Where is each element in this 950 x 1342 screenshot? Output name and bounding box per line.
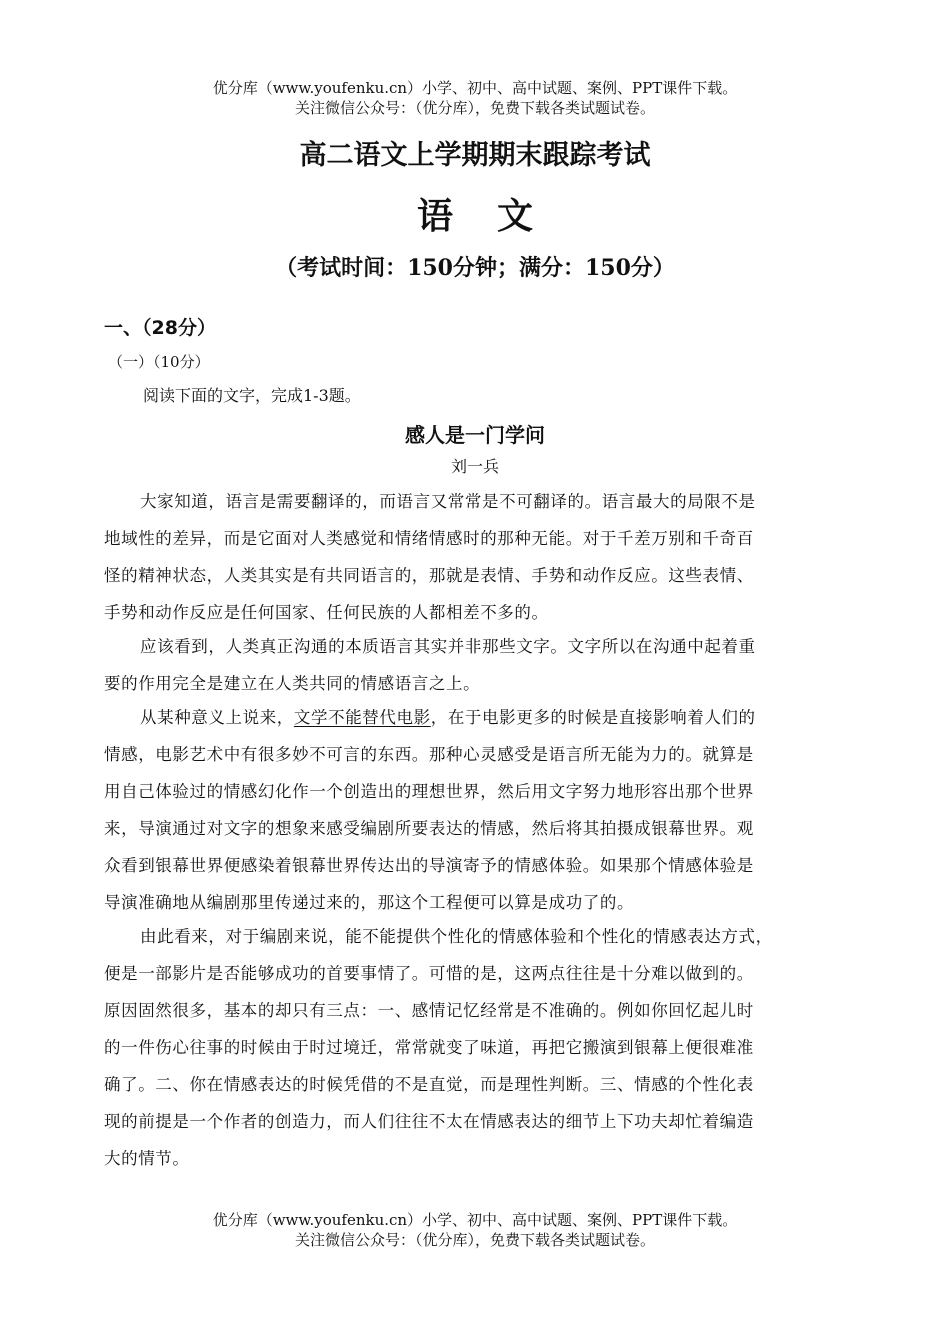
exam-info: （考试时间：150分钟；满分：150分）: [275, 255, 675, 281]
article-line: 地域性的差异，而是它面对人类感觉和情绪情感时的那种无能。对于千差万别和千奇百: [104, 529, 754, 548]
article-title: 感人是一门学问: [405, 423, 545, 447]
article-line: 大的情节。: [104, 1149, 190, 1168]
article-line: 现的前提是一个作者的创造力，而人们往往不太在情感表达的细节上下功夫却忙着编造: [104, 1112, 754, 1131]
article-line: 由此看来，对于编剧来说，能不能提供个性化的情感体验和个性化的情感表达方式，: [140, 927, 773, 946]
article-line: 的一件伤心往事的时候由于时过境迁，常常就变了味道，再把它搬演到银幕上便很难准: [104, 1038, 754, 1057]
sub-section-heading: （一）（10分）: [108, 353, 210, 371]
section-heading: 一、（28分）: [104, 317, 216, 339]
article-line: 原因固然很多，基本的却只有三点：一、感情记忆经常是不准确的。例如你回忆起儿时: [104, 1001, 754, 1020]
article-text: ，在于电影更多的时候是直接影响着人们的: [430, 708, 756, 727]
footer-banner-line1: 优分库（www.youfenku.cn）小学、初中、高中试题、案例、PPT课件下载。: [212, 1211, 738, 1229]
exam-title: 高二语文上学期期末跟踪考试: [299, 140, 651, 171]
article-line: 确了。二、你在情感表达的时候凭借的不是直觉，而是理性判断。三、情感的个性化表: [104, 1075, 754, 1094]
header-banner-line1: 优分库（www.youfenku.cn）小学、初中、高中试题、案例、PPT课件下载。: [212, 79, 738, 97]
article-text: 从某种意义上说来，: [140, 708, 294, 727]
article-author: 刘一兵: [450, 457, 499, 476]
exam-subject: 语文: [416, 195, 577, 237]
article-line: 来，导演通过对文字的想象来感受编剧所要表达的情感，然后将其拍摄成银幕世界。观: [104, 819, 754, 838]
article-line: 用自己体验过的情感幻化作一个创造出的理想世界，然后用文字努力地形容出那个世界: [104, 782, 754, 801]
article-line: [140, 706, 852, 730]
article-line: 众看到银幕世界便感染着银幕世界传达出的导演寄予的情感体验。如果那个情感体验是: [104, 856, 754, 875]
article-line: 手势和动作反应是任何国家、任何民族的人都相差不多的。: [104, 603, 549, 622]
header-banner: [0, 78, 950, 118]
article-line: 情感，电影艺术中有很多妙不可言的东西。那种心灵感受是语言所无能为力的。就算是: [104, 745, 754, 764]
article-line: 应该看到，人类真正沟通的本质语言其实并非那些文字。文字所以在沟通中起着重: [140, 637, 756, 656]
article-line: 导演准确地从编剧那里传递过来的，那这个工程便可以算是成功了的。: [104, 893, 635, 912]
header-banner-line2: 关注微信公众号：（优分库），免费下载各类试题试卷。: [294, 99, 655, 117]
article-line: 大家知道，语言是需要翻译的，而语言又常常是不可翻译的。语言最大的局限不是: [140, 492, 756, 511]
article-line: 便是一部影片是否能够成功的首要事情了。可惜的是，这两点往往是十分难以做到的。: [104, 964, 754, 983]
footer-banner: [0, 1210, 950, 1250]
article-line: 怪的精神状态，人类其实是有共同语言的，那就是表情、手势和动作反应。这些表情、: [104, 566, 754, 585]
footer-banner-line2: 关注微信公众号：（优分库），免费下载各类试题试卷。: [294, 1231, 655, 1249]
article-line: 要的作用完全是建立在人类共同的情感语言之上。: [104, 674, 481, 693]
reading-instruction: 阅读下面的文字，完成1-3题。: [143, 386, 361, 405]
underlined-phrase: 文学不能替代电影: [293, 708, 431, 727]
